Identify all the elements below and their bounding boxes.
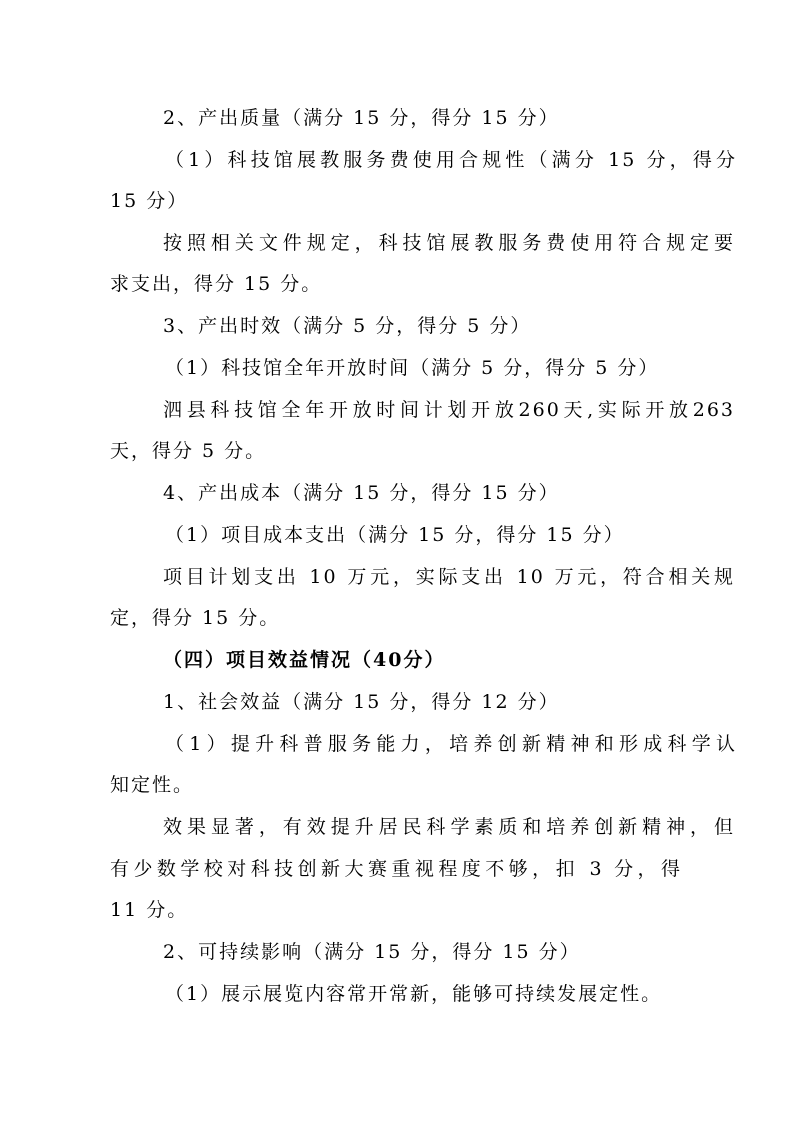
paragraph-social-effect-cont: 有少数学校对科技创新大赛重视程度不够，扣 3 分，得	[110, 858, 682, 880]
paragraph-project-cost: 项目计划支出 10 万元，实际支出 10 万元，符合相关规	[163, 566, 735, 588]
paragraph-opening-time: 泗县科技馆全年开放时间计划开放260天,实际开放263	[163, 399, 735, 421]
paragraph-social-effect: 效果显著，有效提升居民科学素质和培养创新精神，但	[163, 816, 735, 838]
item-science-service-cont: 知定性。	[110, 774, 195, 796]
section-social-benefit: 1、社会效益（满分 15 分，得分 12 分）	[163, 691, 560, 713]
item-exhibition-renewal: （1）展示展览内容常开常新，能够可持续发展定性。	[165, 983, 663, 1005]
item-project-cost: （1）项目成本支出（满分 15 分，得分 15 分）	[165, 524, 625, 546]
paragraph-opening-time-cont: 天，得分 5 分。	[110, 440, 267, 462]
item-opening-time: （1）科技馆全年开放时间（满分 5 分，得分 5 分）	[165, 357, 660, 379]
heading-project-benefit: （四）项目效益情况（40分）	[163, 649, 446, 671]
paragraph-social-effect-end: 11 分。	[110, 899, 189, 921]
paragraph-compliance-cont: 求支出，得分 15 分。	[110, 273, 323, 295]
item-science-service: （1）提升科普服务能力，培养创新精神和形成科学认	[165, 733, 737, 755]
paragraph-compliance: 按照相关文件规定，科技馆展教服务费使用符合规定要	[163, 232, 735, 254]
section-output-quality: 2、产出质量（满分 15 分，得分 15 分）	[163, 107, 560, 129]
paragraph-project-cost-cont: 定，得分 15 分。	[110, 607, 281, 629]
section-sustainability: 2、可持续影响（满分 15 分，得分 15 分）	[163, 941, 581, 963]
section-output-cost: 4、产出成本（满分 15 分，得分 15 分）	[163, 482, 560, 504]
item-compliance-cont: 15 分）	[110, 190, 189, 212]
item-compliance: （1）科技馆展教服务费使用合规性（满分 15 分，得分	[165, 149, 737, 171]
section-output-timeliness: 3、产出时效（满分 5 分，得分 5 分）	[163, 315, 532, 337]
